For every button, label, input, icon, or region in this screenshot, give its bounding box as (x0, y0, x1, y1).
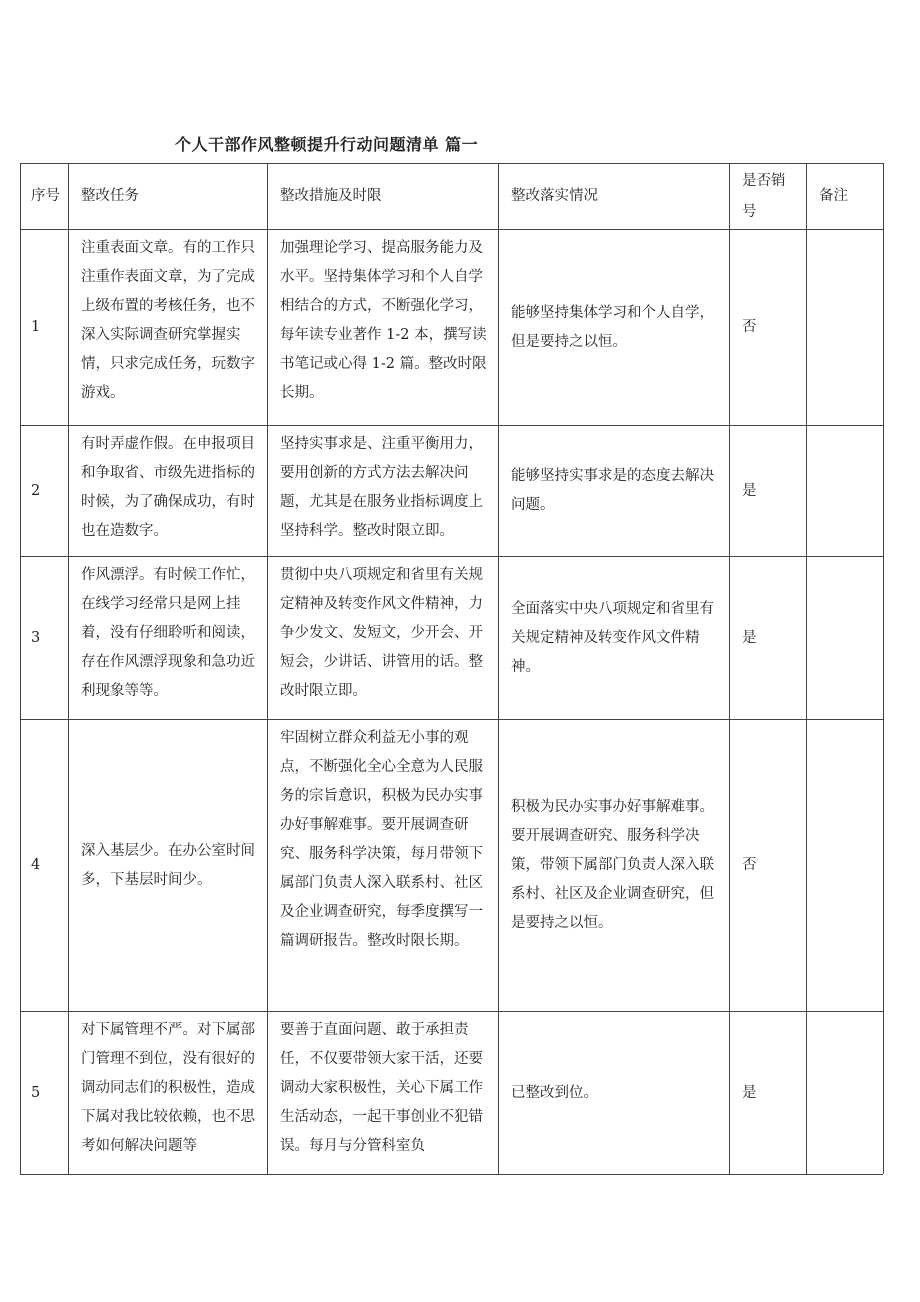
row-status: 能够坚持集体学习和个人自学，但是要持之以恒。 (499, 230, 730, 426)
row-measures: 牢固树立群众利益无小事的观点，不断强化全心全意为人民服务的宗旨意识，积极为民办实事办好事解难事。要开展调查研究、服务科学决策，每月带领下属部门负责人深入联系村、社区及企业调查研究，每季度撰写一篇调研报告。整改时限长期。 (268, 720, 499, 1012)
header-task: 整改任务 (69, 164, 268, 230)
row-task: 有时弄虚作假。在申报项目和争取省、市级先进指标的时候，为了确保成功，有时也在造数字。 (69, 426, 268, 557)
row-remarks (807, 230, 884, 426)
table-row (21, 720, 884, 1012)
row-status: 能够坚持实事求是的态度去解决问题。 (499, 426, 730, 557)
row-seq (21, 1012, 69, 1175)
row-status: 已整改到位。 (499, 1012, 730, 1175)
row-remarks (807, 426, 884, 557)
page-title: 个人干部作风整顿提升行动问题清单 篇一 (175, 135, 479, 154)
table-row (21, 1012, 884, 1175)
row-task: 深入基层少。在办公室时间多，下基层时间少。 (69, 720, 268, 1012)
row-closed: 是 (730, 426, 807, 557)
row-measures: 贯彻中央八项规定和省里有关规定精神及转变作风文件精神，力争少发文、发短文，少开会、开短会，少讲话、讲管用的话。整改时限立即。 (268, 557, 499, 720)
row-seq: 3 (21, 557, 69, 720)
table-row (21, 230, 884, 426)
row-remarks (807, 1012, 884, 1175)
row-closed: 否 (730, 230, 807, 426)
row-task-text: 对下属管理不严。对下属部门管理不到位，没有很好的调动同志们的积极性，造成下属对我比较依赖，也不思考如何解决问题等 (81, 1022, 255, 1154)
row-task: 作风漂浮。有时候工作忙，在线学习经常只是网上挂着，没有仔细聆听和阅读，存在作风漂浮现象和急功近利现象等等。 (69, 557, 268, 720)
row-seq: 2 (21, 426, 69, 557)
header-closed: 是否销号 (730, 164, 807, 230)
row-measures: 坚持实事求是、注重平衡用力，要用创新的方式方法去解决问题，尤其是在服务业指标调度上坚持科学。整改时限立即。 (268, 426, 499, 557)
header-remarks: 备注 (807, 164, 884, 230)
row-seq: 4 (21, 720, 69, 1012)
row-measures: 加强理论学习、提高服务能力及水平。坚持集体学习和个人自学相结合的方式，不断强化学习，每年读专业著作 1-2 本，撰写读书笔记或心得 1-2 篇。整改时限长期。 (268, 230, 499, 426)
page-cut-edge (20, 1174, 883, 1175)
header-measures: 整改措施及时限 (268, 164, 499, 230)
table-row (21, 426, 884, 557)
row-closed: 是 (730, 557, 807, 720)
row-task (69, 1012, 268, 1175)
row-task: 注重表面文章。有的工作只注重作表面文章，为了完成上级布置的考核任务，也不深入实际调查研究掌握实情，只求完成任务，玩数字游戏。 (69, 230, 268, 426)
row-closed: 是 (730, 1012, 807, 1175)
row-seq-text: 5 (31, 1085, 41, 1101)
row-remarks (807, 720, 884, 1012)
header-seq: 序号 (21, 164, 69, 230)
row-status: 积极为民办实事办好事解难事。要开展调查研究、服务科学决策，带领下属部门负责人深入联系村、社区及企业调查研究，但是要持之以恒。 (499, 720, 730, 1012)
row-seq: 1 (21, 230, 69, 426)
header-status: 整改落实情况 (499, 164, 730, 230)
row-measures-text: 要善于直面问题、敢于承担责任，不仅要带领大家干活，还要调动大家积极性，关心下属工作生活动态，一起干事创业不犯错误。每月与分管科室负 (280, 1022, 483, 1154)
row-closed: 否 (730, 720, 807, 1012)
table-row (21, 557, 884, 720)
row-status: 全面落实中央八项规定和省里有关规定精神及转变作风文件精神。 (499, 557, 730, 720)
issue-table (20, 163, 884, 1174)
row-remarks (807, 557, 884, 720)
row-measures (268, 1012, 499, 1175)
table-header-row (21, 164, 884, 230)
